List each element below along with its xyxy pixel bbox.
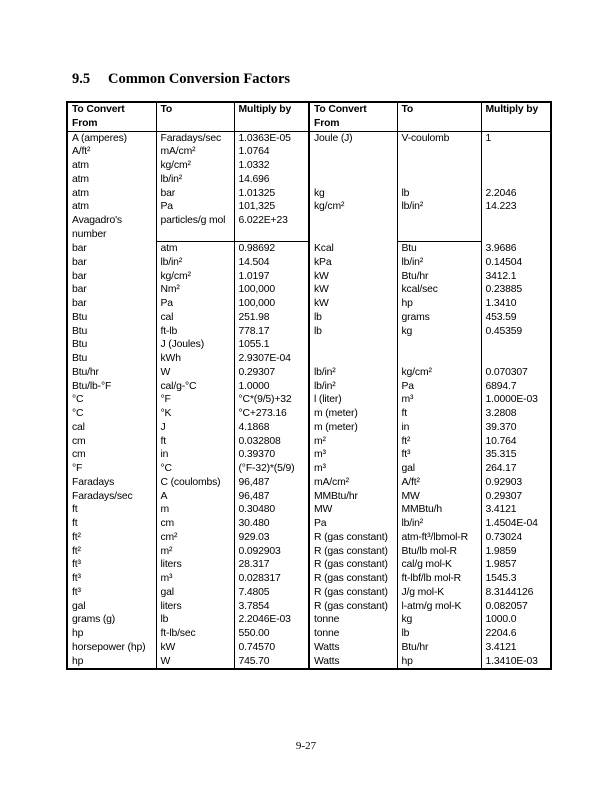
cell-to: W bbox=[156, 366, 234, 380]
table-row bbox=[67, 641, 551, 655]
cell-factor: 4.1868 bbox=[234, 421, 309, 435]
cell-to: gal bbox=[156, 586, 234, 600]
table-row bbox=[67, 297, 551, 311]
cell-factor: 3.9686 bbox=[481, 242, 551, 256]
cell-factor: 1.0363E-05 bbox=[234, 131, 309, 145]
table-row bbox=[67, 283, 551, 297]
cell-factor: 0.92903 bbox=[481, 476, 551, 490]
cell-factor: 0.092903 bbox=[234, 545, 309, 559]
cell-to: ft³ bbox=[397, 448, 481, 462]
cell-from: R (gas constant) bbox=[309, 545, 397, 559]
cell-to: kg bbox=[397, 613, 481, 627]
cell-to: ft bbox=[397, 407, 481, 421]
cell-from: Btu/lb-°F bbox=[67, 380, 156, 394]
cell-to: Btu/hr bbox=[397, 641, 481, 655]
cell-to: MMBtu/h bbox=[397, 503, 481, 517]
cell-factor: 2.2046 bbox=[481, 187, 551, 201]
cell-to: lb/in² bbox=[397, 517, 481, 531]
cell-to: ft-lb bbox=[156, 325, 234, 339]
table-row bbox=[67, 462, 551, 476]
cell-factor: 2.2046E-03 bbox=[234, 613, 309, 627]
cell-factor bbox=[481, 338, 551, 352]
cell-from: hp bbox=[67, 655, 156, 670]
cell-to: particles/g mol bbox=[156, 214, 234, 242]
cell-from: ft bbox=[67, 517, 156, 531]
cell-from: Watts bbox=[309, 655, 397, 670]
cell-factor: 0.23885 bbox=[481, 283, 551, 297]
cell-from bbox=[309, 159, 397, 173]
cell-factor: 35.315 bbox=[481, 448, 551, 462]
cell-from: l (liter) bbox=[309, 393, 397, 407]
cell-from: m³ bbox=[309, 462, 397, 476]
cell-from: m (meter) bbox=[309, 421, 397, 435]
cell-to: kg/cm² bbox=[397, 366, 481, 380]
cell-from: kW bbox=[309, 297, 397, 311]
cell-factor: 1055.1 bbox=[234, 338, 309, 352]
cell-factor: 1.0197 bbox=[234, 270, 309, 284]
cell-to: Faradays/sec bbox=[156, 131, 234, 145]
cell-to: gal bbox=[397, 462, 481, 476]
table-row bbox=[67, 531, 551, 545]
cell-from: Btu bbox=[67, 338, 156, 352]
cell-from: ft³ bbox=[67, 558, 156, 572]
cell-from bbox=[309, 145, 397, 159]
cell-factor: 14.223 bbox=[481, 200, 551, 214]
cell-factor: 1.3410 bbox=[481, 297, 551, 311]
cell-from: R (gas constant) bbox=[309, 531, 397, 545]
cell-factor: 96,487 bbox=[234, 490, 309, 504]
cell-factor: 2.9307E-04 bbox=[234, 352, 309, 366]
column-header-to: To bbox=[156, 102, 234, 131]
column-header-from: To Convert From bbox=[67, 102, 156, 131]
cell-factor: °C+273.16 bbox=[234, 407, 309, 421]
cell-to: bar bbox=[156, 187, 234, 201]
cell-factor: 1.01325 bbox=[234, 187, 309, 201]
cell-from bbox=[309, 338, 397, 352]
table-header-row bbox=[67, 102, 551, 131]
cell-from: cm bbox=[67, 435, 156, 449]
cell-factor: 550.00 bbox=[234, 627, 309, 641]
cell-to: J/g mol-K bbox=[397, 586, 481, 600]
cell-from: bar bbox=[67, 270, 156, 284]
cell-to: lb bbox=[156, 613, 234, 627]
cell-to: Pa bbox=[156, 200, 234, 214]
cell-factor: 1.4504E-04 bbox=[481, 517, 551, 531]
cell-from: ft² bbox=[67, 531, 156, 545]
cell-to: °F bbox=[156, 393, 234, 407]
cell-from: grams (g) bbox=[67, 613, 156, 627]
cell-from: tonne bbox=[309, 627, 397, 641]
column-header-from: To Convert From bbox=[309, 102, 397, 131]
cell-from: tonne bbox=[309, 613, 397, 627]
cell-factor: 929.03 bbox=[234, 531, 309, 545]
cell-from: Watts bbox=[309, 641, 397, 655]
cell-factor: 39.370 bbox=[481, 421, 551, 435]
cell-factor bbox=[481, 173, 551, 187]
cell-to: lb/in² bbox=[397, 200, 481, 214]
cell-to: lb bbox=[397, 627, 481, 641]
cell-from: Btu/hr bbox=[67, 366, 156, 380]
cell-from: gal bbox=[67, 600, 156, 614]
table-row bbox=[67, 256, 551, 270]
cell-from: bar bbox=[67, 256, 156, 270]
cell-to bbox=[397, 352, 481, 366]
cell-from bbox=[309, 214, 397, 242]
cell-factor: 3.4121 bbox=[481, 641, 551, 655]
cell-to: cal bbox=[156, 311, 234, 325]
cell-factor: 0.29307 bbox=[234, 366, 309, 380]
cell-factor: 0.39370 bbox=[234, 448, 309, 462]
cell-to: m³ bbox=[156, 572, 234, 586]
cell-to: cal/g-°C bbox=[156, 380, 234, 394]
cell-factor: 1.0332 bbox=[234, 159, 309, 173]
table-row bbox=[67, 613, 551, 627]
cell-factor: 28.317 bbox=[234, 558, 309, 572]
cell-to: ft-lb/sec bbox=[156, 627, 234, 641]
cell-factor: 745.70 bbox=[234, 655, 309, 670]
cell-from: atm bbox=[67, 159, 156, 173]
cell-factor: 14.696 bbox=[234, 173, 309, 187]
cell-factor: °C*(9/5)+32 bbox=[234, 393, 309, 407]
cell-factor: 7.4805 bbox=[234, 586, 309, 600]
cell-factor: 264.17 bbox=[481, 462, 551, 476]
cell-factor: 1.0000 bbox=[234, 380, 309, 394]
table-row bbox=[67, 131, 551, 145]
cell-from: lb/in² bbox=[309, 380, 397, 394]
table-row bbox=[67, 503, 551, 517]
cell-to: MW bbox=[397, 490, 481, 504]
cell-factor: 0.032808 bbox=[234, 435, 309, 449]
cell-factor: 0.74570 bbox=[234, 641, 309, 655]
conversion-table bbox=[66, 101, 552, 670]
cell-from: A (amperes) bbox=[67, 131, 156, 145]
table-row bbox=[67, 517, 551, 531]
cell-from: kW bbox=[309, 283, 397, 297]
cell-from: °C bbox=[67, 393, 156, 407]
table-row bbox=[67, 627, 551, 641]
cell-to: kWh bbox=[156, 352, 234, 366]
cell-from: Kcal bbox=[309, 242, 397, 256]
cell-factor: 1.3410E-03 bbox=[481, 655, 551, 670]
cell-from: MMBtu/hr bbox=[309, 490, 397, 504]
cell-from: °C bbox=[67, 407, 156, 421]
cell-factor: 100,000 bbox=[234, 283, 309, 297]
cell-factor: 3.4121 bbox=[481, 503, 551, 517]
cell-to bbox=[397, 338, 481, 352]
cell-factor: 1.0764 bbox=[234, 145, 309, 159]
cell-to: l-atm/g mol-K bbox=[397, 600, 481, 614]
cell-factor bbox=[481, 214, 551, 242]
cell-to bbox=[397, 214, 481, 242]
table-row bbox=[67, 490, 551, 504]
cell-factor: 6894.7 bbox=[481, 380, 551, 394]
cell-factor: 1545.3 bbox=[481, 572, 551, 586]
cell-to: Btu/lb mol-R bbox=[397, 545, 481, 559]
cell-factor: (°F-32)*(5/9) bbox=[234, 462, 309, 476]
column-header-factor: Multiply by bbox=[481, 102, 551, 131]
cell-to: atm-ft³/lbmol-R bbox=[397, 531, 481, 545]
cell-to: J (Joules) bbox=[156, 338, 234, 352]
cell-from: horsepower (hp) bbox=[67, 641, 156, 655]
cell-from: lb/in² bbox=[309, 366, 397, 380]
cell-factor: 1 bbox=[481, 131, 551, 145]
cell-to: hp bbox=[397, 297, 481, 311]
table-row bbox=[67, 545, 551, 559]
cell-to: °K bbox=[156, 407, 234, 421]
column-header-to: To bbox=[397, 102, 481, 131]
cell-to bbox=[397, 145, 481, 159]
cell-factor: 100,000 bbox=[234, 297, 309, 311]
cell-factor bbox=[481, 352, 551, 366]
cell-from: cm bbox=[67, 448, 156, 462]
cell-factor: 0.98692 bbox=[234, 242, 309, 256]
table-row bbox=[67, 325, 551, 339]
cell-to: kg/cm² bbox=[156, 270, 234, 284]
cell-factor: 0.14504 bbox=[481, 256, 551, 270]
cell-to: hp bbox=[397, 655, 481, 670]
table-row bbox=[67, 476, 551, 490]
cell-to: kW bbox=[156, 641, 234, 655]
cell-to: in bbox=[156, 448, 234, 462]
cell-factor: 2204.6 bbox=[481, 627, 551, 641]
cell-to: °C bbox=[156, 462, 234, 476]
cell-to: ft² bbox=[397, 435, 481, 449]
cell-to: m bbox=[156, 503, 234, 517]
cell-from: kW bbox=[309, 270, 397, 284]
cell-to: mA/cm² bbox=[156, 145, 234, 159]
cell-from: R (gas constant) bbox=[309, 586, 397, 600]
cell-factor: 10.764 bbox=[481, 435, 551, 449]
cell-factor: 0.29307 bbox=[481, 490, 551, 504]
table-row bbox=[67, 407, 551, 421]
cell-from: m (meter) bbox=[309, 407, 397, 421]
cell-from bbox=[309, 352, 397, 366]
cell-to: lb bbox=[397, 187, 481, 201]
cell-to: Btu/hr bbox=[397, 270, 481, 284]
cell-from: ft² bbox=[67, 545, 156, 559]
cell-from: atm bbox=[67, 187, 156, 201]
cell-to: kg/cm² bbox=[156, 159, 234, 173]
table-row bbox=[67, 173, 551, 187]
cell-factor: 1.9857 bbox=[481, 558, 551, 572]
cell-to: ft bbox=[156, 435, 234, 449]
cell-factor: 96,487 bbox=[234, 476, 309, 490]
table-row bbox=[67, 214, 551, 242]
cell-from: ft³ bbox=[67, 586, 156, 600]
cell-factor: 30.480 bbox=[234, 517, 309, 531]
cell-from: bar bbox=[67, 297, 156, 311]
table-row bbox=[67, 338, 551, 352]
cell-to: A/ft² bbox=[397, 476, 481, 490]
cell-from: kg/cm² bbox=[309, 200, 397, 214]
table-row bbox=[67, 435, 551, 449]
table-row bbox=[67, 270, 551, 284]
cell-from: MW bbox=[309, 503, 397, 517]
table-row bbox=[67, 586, 551, 600]
cell-to: cm² bbox=[156, 531, 234, 545]
cell-factor: 0.45359 bbox=[481, 325, 551, 339]
cell-from: cal bbox=[67, 421, 156, 435]
cell-from: Btu bbox=[67, 311, 156, 325]
cell-to: Pa bbox=[156, 297, 234, 311]
cell-to: liters bbox=[156, 600, 234, 614]
cell-to: J bbox=[156, 421, 234, 435]
cell-to: atm bbox=[156, 242, 234, 256]
cell-from: hp bbox=[67, 627, 156, 641]
cell-to: in bbox=[397, 421, 481, 435]
cell-from: Pa bbox=[309, 517, 397, 531]
cell-from: mA/cm² bbox=[309, 476, 397, 490]
cell-factor bbox=[481, 145, 551, 159]
table-row bbox=[67, 352, 551, 366]
cell-factor: 6.022E+23 bbox=[234, 214, 309, 242]
cell-from: R (gas constant) bbox=[309, 572, 397, 586]
cell-to: ft-lbf/lb mol-R bbox=[397, 572, 481, 586]
cell-factor: 8.3144126 bbox=[481, 586, 551, 600]
cell-to: cm bbox=[156, 517, 234, 531]
cell-to: Pa bbox=[397, 380, 481, 394]
cell-from: Faradays bbox=[67, 476, 156, 490]
cell-to: Btu bbox=[397, 242, 481, 256]
cell-to: Nm² bbox=[156, 283, 234, 297]
cell-from: atm bbox=[67, 173, 156, 187]
table-row bbox=[67, 159, 551, 173]
cell-factor: 778.17 bbox=[234, 325, 309, 339]
table-row bbox=[67, 421, 551, 435]
cell-factor: 3.7854 bbox=[234, 600, 309, 614]
cell-from: Faradays/sec bbox=[67, 490, 156, 504]
cell-from: Joule (J) bbox=[309, 131, 397, 145]
cell-factor: 251.98 bbox=[234, 311, 309, 325]
cell-from: lb bbox=[309, 311, 397, 325]
table-row bbox=[67, 448, 551, 462]
table-row bbox=[67, 242, 551, 256]
cell-from: m³ bbox=[309, 448, 397, 462]
cell-factor: 3412.1 bbox=[481, 270, 551, 284]
table-row bbox=[67, 572, 551, 586]
cell-to: kcal/sec bbox=[397, 283, 481, 297]
cell-from: kPa bbox=[309, 256, 397, 270]
table-row bbox=[67, 600, 551, 614]
table-row bbox=[67, 311, 551, 325]
cell-factor: 0.082057 bbox=[481, 600, 551, 614]
cell-to: cal/g mol-K bbox=[397, 558, 481, 572]
cell-to: grams bbox=[397, 311, 481, 325]
column-header-factor: Multiply by bbox=[234, 102, 309, 131]
table-body bbox=[67, 131, 551, 669]
cell-from: R (gas constant) bbox=[309, 558, 397, 572]
cell-from: A/ft² bbox=[67, 145, 156, 159]
table-row bbox=[67, 655, 551, 670]
cell-to: lb/in² bbox=[156, 173, 234, 187]
table-row bbox=[67, 558, 551, 572]
cell-to: W bbox=[156, 655, 234, 670]
table-row bbox=[67, 145, 551, 159]
cell-factor: 1000.0 bbox=[481, 613, 551, 627]
table-row bbox=[67, 366, 551, 380]
cell-to: C (coulombs) bbox=[156, 476, 234, 490]
cell-factor: 101,325 bbox=[234, 200, 309, 214]
cell-from: Avagadro's number bbox=[67, 214, 156, 242]
table-row bbox=[67, 393, 551, 407]
cell-to bbox=[397, 159, 481, 173]
section-title: Common Conversion Factors bbox=[108, 71, 291, 87]
cell-to: kg bbox=[397, 325, 481, 339]
cell-to: m² bbox=[156, 545, 234, 559]
cell-factor: 3.2808 bbox=[481, 407, 551, 421]
table-row bbox=[67, 200, 551, 214]
table-row bbox=[67, 380, 551, 394]
cell-factor: 0.028317 bbox=[234, 572, 309, 586]
cell-to: liters bbox=[156, 558, 234, 572]
table-row bbox=[67, 187, 551, 201]
cell-factor: 1.0000E-03 bbox=[481, 393, 551, 407]
cell-from: m² bbox=[309, 435, 397, 449]
cell-factor: 1.9859 bbox=[481, 545, 551, 559]
cell-to: lb/in² bbox=[397, 256, 481, 270]
cell-to: lb/in² bbox=[156, 256, 234, 270]
cell-to: A bbox=[156, 490, 234, 504]
page-number: 9-27 bbox=[295, 740, 317, 752]
cell-from: Btu bbox=[67, 352, 156, 366]
cell-from: Btu bbox=[67, 325, 156, 339]
cell-from: bar bbox=[67, 283, 156, 297]
cell-from: °F bbox=[67, 462, 156, 476]
cell-from: ft bbox=[67, 503, 156, 517]
cell-factor: 0.30480 bbox=[234, 503, 309, 517]
cell-from: atm bbox=[67, 200, 156, 214]
cell-factor: 0.070307 bbox=[481, 366, 551, 380]
section-number: 9.5 bbox=[72, 71, 91, 87]
cell-from: R (gas constant) bbox=[309, 600, 397, 614]
cell-from: bar bbox=[67, 242, 156, 256]
cell-from: kg bbox=[309, 187, 397, 201]
cell-factor: 14.504 bbox=[234, 256, 309, 270]
section-heading bbox=[72, 71, 290, 88]
cell-to: V-coulomb bbox=[397, 131, 481, 145]
cell-to: m³ bbox=[397, 393, 481, 407]
cell-from bbox=[309, 173, 397, 187]
cell-to bbox=[397, 173, 481, 187]
cell-factor bbox=[481, 159, 551, 173]
cell-factor: 453.59 bbox=[481, 311, 551, 325]
cell-from: ft³ bbox=[67, 572, 156, 586]
cell-from: lb bbox=[309, 325, 397, 339]
cell-factor: 0.73024 bbox=[481, 531, 551, 545]
